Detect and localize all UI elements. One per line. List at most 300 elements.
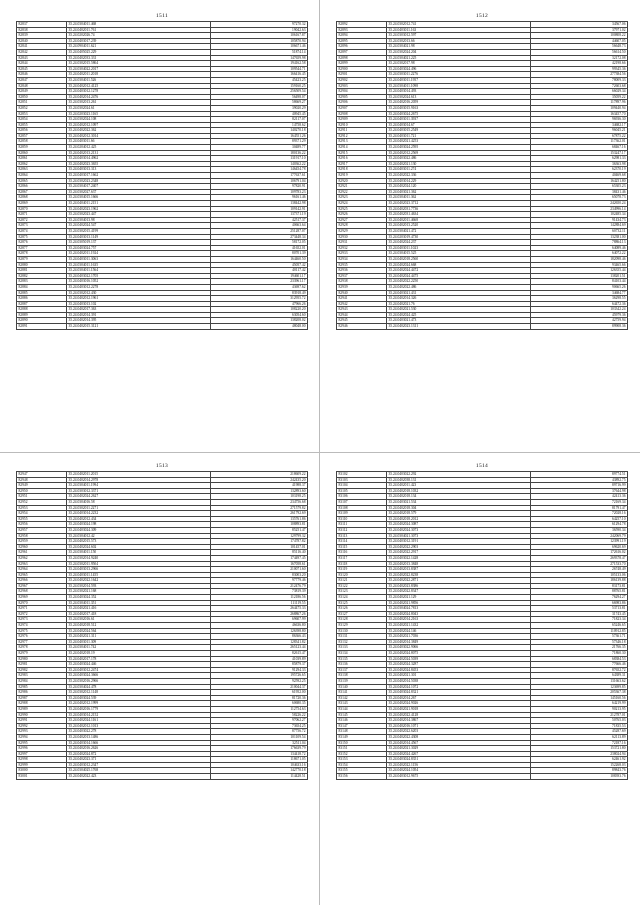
value-cell: 50765.03	[531, 718, 628, 724]
value-cell: 88765.81	[531, 589, 628, 595]
row-number-cell: 82857	[17, 133, 67, 139]
value-cell: 145160.56	[531, 695, 628, 701]
value-cell: 56648.73	[531, 44, 628, 50]
value-cell: 35059.22	[531, 94, 628, 100]
cadastral-number-cell: 35.24.0403011.274	[387, 167, 531, 173]
cadastral-number-cell: 35.24.0403012.9675	[387, 774, 531, 780]
cadastral-number-cell: 35.24.0403024.539	[67, 695, 211, 701]
row-number-cell: 82851	[17, 100, 67, 106]
value-cell: 212476.79	[211, 583, 308, 589]
cadastral-number-cell: 35.24.0302023.447	[67, 212, 211, 218]
cadastral-number-cell: 35.24.0402022.6203	[387, 729, 531, 735]
row-number-cell: 82976	[17, 634, 67, 640]
cadastral-number-cell: 35.24.0304011.1564	[67, 268, 211, 274]
value-cell: 147659.98	[211, 55, 308, 61]
cadastral-number-cell: 35.24.0402024.237	[387, 240, 531, 246]
row-number-cell: 82868	[17, 195, 67, 201]
row-number-cell: 82961	[17, 550, 67, 556]
cadastral-number-cell: 35.24.0403011.1023	[387, 245, 531, 251]
value-cell: 166416.45	[211, 72, 308, 78]
cadastral-number-cell: 35.24.0403024.446	[67, 662, 211, 668]
row-number-cell: 82893	[337, 27, 387, 33]
cadastral-number-cell: 35.24.0403024.3666	[67, 673, 211, 679]
cadastral-number-cell: 35.24.0402023.1962	[67, 206, 211, 212]
value-cell: 123991.19	[531, 539, 628, 545]
cadastral-number-cell: 35.24.0403016.1052	[67, 279, 211, 285]
value-cell: 91434.73	[531, 217, 628, 223]
cadastral-number-cell: 35.24.0402017.363	[67, 307, 211, 313]
value-cell: 46636.80	[211, 623, 308, 629]
cadastral-number-cell: 35.24.0403012.2278	[67, 284, 211, 290]
row-number-cell: 82934	[337, 256, 387, 262]
value-cell: 37644.98	[531, 488, 628, 494]
cadastral-number-cell: 35.24.0402024.8453	[387, 667, 531, 673]
row-number-cell: 82973	[17, 617, 67, 623]
row-number-cell: 83001	[17, 774, 67, 780]
row-number-cell: 82848	[17, 83, 67, 89]
value-cell: 45979.36	[531, 312, 628, 318]
value-cell: 108393.76	[531, 774, 628, 780]
cadastral-number-cell: 35.24.0402038.131	[387, 477, 531, 483]
row-number-cell: 82974	[17, 623, 67, 629]
row-number-cell: 82959	[17, 539, 67, 545]
cadastral-number-cell: 35.24.0402014.2978	[67, 477, 211, 483]
row-number-cell: 82930	[337, 234, 387, 240]
value-cell: 118671.05	[211, 757, 308, 763]
row-number-cell: 82935	[337, 262, 387, 268]
value-cell: 271579.82	[211, 505, 308, 511]
cadastral-number-cell: 35.24.0304011.526	[67, 77, 211, 83]
cadastral-number-cell: 35.24.0402017.178	[67, 656, 211, 662]
cadastral-number-cell: 35.24.0402021.301	[387, 673, 531, 679]
row-number-cell: 82865	[17, 178, 67, 184]
value-cell: 73654.25	[211, 723, 308, 729]
row-number-cell: 83110	[337, 516, 387, 522]
value-cell: 43892.75	[531, 477, 628, 483]
cadastral-number-cell: 35.24.0302024.61	[67, 105, 211, 111]
row-number-cell: 82909	[337, 117, 387, 123]
value-cell: 269378.47	[531, 555, 628, 561]
cadastral-number-cell: 35.24.0302012.741	[387, 22, 531, 28]
value-cell: 44607.05	[531, 38, 628, 44]
row-number-cell: 82911	[337, 128, 387, 134]
row-number-cell: 82888	[17, 307, 67, 313]
cadastral-number-cell: 35.24.0402021.129	[387, 595, 531, 601]
value-cell: 83003.20	[211, 572, 308, 578]
row-number-cell: 83118	[337, 561, 387, 567]
row-number-cell: 83131	[337, 634, 387, 640]
value-cell: 80701.39	[211, 251, 308, 257]
row-number-cell: 82896	[337, 44, 387, 50]
cadastral-number-cell: 35.24.0402011.4668	[387, 217, 531, 223]
cadastral-number-cell: 35.24.0304011.742	[67, 645, 211, 651]
value-cell: 64072.22	[531, 251, 628, 257]
row-number-cell: 82892	[337, 22, 387, 28]
row-number-cell: 82913	[337, 139, 387, 145]
cadastral-number-cell: 35.24.0304011.1635	[67, 262, 211, 268]
value-cell: 89774.51	[531, 472, 628, 478]
value-cell: 85879.37	[211, 662, 308, 668]
value-cell: 47966.26	[211, 301, 308, 307]
value-cell: 131663.62	[531, 678, 628, 684]
cadastral-number-cell: 35.24.0402022.1156	[387, 762, 531, 768]
cadastral-number-cell: 35.24.0402011.1924	[67, 251, 211, 257]
cadastral-number-cell: 35.24.0402011.423	[387, 483, 531, 489]
row-number-cell: 82927	[337, 217, 387, 223]
cadastral-number-cell: 35.24.0402033.331	[67, 55, 211, 61]
row-number-cell: 83105	[337, 488, 387, 494]
row-number-cell: 82860	[17, 150, 67, 156]
value-cell: 65305.23	[531, 184, 628, 190]
cadastral-number-cell: 35.24.0402022.1642	[67, 578, 211, 584]
value-cell: 21766.35	[531, 645, 628, 651]
cadastral-number-cell: 35.24.0403024.309	[67, 527, 211, 533]
value-cell: 56614.50	[531, 49, 628, 55]
row-number-cell: 82899	[337, 61, 387, 67]
value-cell: 71823.34	[531, 617, 628, 623]
cadastral-number-cell: 35.24.0402014.395	[67, 318, 211, 324]
table-row	[17, 774, 308, 780]
value-cell: 109783.23	[211, 189, 308, 195]
cadastral-number-cell: 35.24.0402024.547	[67, 223, 211, 229]
row-number-cell: 83136	[337, 662, 387, 668]
cadastral-number-cell: 35.24.0403024.198	[67, 522, 211, 528]
value-cell: 65078.73	[531, 195, 628, 201]
cadastral-number-cell: 35.24.0402018.2012	[387, 516, 531, 522]
cadastral-number-cell: 35.24.0403014.2152	[67, 712, 211, 718]
row-number-cell: 83152	[337, 751, 387, 757]
value-cell: 126398.80	[211, 628, 308, 634]
cadastral-number-cell: 35.24.0403012.2474	[67, 667, 211, 673]
row-number-cell: 83119	[337, 567, 387, 573]
row-number-cell: 82963	[17, 561, 67, 567]
value-cell: 89843.76	[531, 768, 628, 774]
value-cell: 106167.87	[211, 33, 308, 39]
value-cell: 132381.00	[531, 234, 628, 240]
value-cell: 77666.46	[531, 662, 628, 668]
cadastral-number-cell: 35.24.0403022.9066	[387, 645, 531, 651]
cadastral-number-cell: 35.24.0402022.2917	[387, 550, 531, 556]
row-number-cell: 82947	[17, 472, 67, 478]
value-cell: 56498.07	[211, 94, 308, 100]
row-number-cell: 82858	[17, 139, 67, 145]
row-number-cell: 82965	[17, 572, 67, 578]
value-cell: 32172.08	[531, 55, 628, 61]
value-cell: 126355.44	[531, 268, 628, 274]
value-cell: 41652.01	[211, 245, 308, 251]
cadastral-number-cell: 35.24.0402022.8347	[387, 589, 531, 595]
value-cell: 83918.49	[211, 290, 308, 296]
value-cell: 64472.36	[531, 301, 628, 307]
cadastral-number-cell: 35.24.0402022.2250	[387, 279, 531, 285]
cadastral-number-cell: 35.24.0402024.4472	[387, 268, 531, 274]
cadastral-number-cell: 35.24.0402024.872	[67, 751, 211, 757]
row-number-cell: 83120	[337, 572, 387, 578]
cadastral-number-cell: 35.24.0402014.2163	[387, 617, 531, 623]
row-number-cell: 83139	[337, 678, 387, 684]
value-cell: 60680.35	[211, 701, 308, 707]
row-number-cell: 82972	[17, 611, 67, 617]
cadastral-number-cell: 35.24.0302024.108	[67, 117, 211, 123]
row-number-cell: 82945	[337, 318, 387, 324]
value-cell: 123699.85	[531, 684, 628, 690]
row-number-cell: 83146	[337, 718, 387, 724]
value-cell: 45057.42	[211, 262, 308, 268]
cadastral-number-cell: 35.24.0402021.1432	[387, 623, 531, 629]
row-number-cell: 82894	[337, 33, 387, 39]
cadastral-number-cell: 35.24.0304025.1768	[67, 768, 211, 774]
value-cell: 40469.68	[531, 173, 628, 179]
row-number-cell: 82955	[17, 516, 67, 522]
row-number-cell: 82859	[17, 145, 67, 151]
value-cell: 256509.54	[211, 89, 308, 95]
row-number-cell: 82885	[17, 290, 67, 296]
cadastral-number-cell: 35.24.0304016.58	[67, 499, 211, 505]
parcel-table	[336, 21, 628, 330]
row-number-cell: 83141	[337, 690, 387, 696]
row-number-cell: 82869	[17, 201, 67, 207]
cadastral-number-cell: 35.24.0203023.1165	[67, 111, 211, 117]
row-number-cell: 82883	[17, 279, 67, 285]
value-cell: 114428.51	[211, 774, 308, 780]
cadastral-number-cell: 35.24.0304012.42	[67, 533, 211, 539]
row-number-cell: 82889	[17, 312, 67, 318]
cadastral-number-cell: 35.24.0403022.1705	[67, 273, 211, 279]
cadastral-number-cell: 35.24.0402024.4475	[387, 273, 531, 279]
row-number-cell: 82996	[17, 746, 67, 752]
page-number: 1511	[156, 13, 168, 19]
row-number-cell: 82908	[337, 111, 387, 117]
row-number-cell: 82942	[337, 301, 387, 307]
row-number-cell: 83124	[337, 595, 387, 601]
value-cell: 31743.45	[531, 611, 628, 617]
value-cell: 14758.62	[211, 122, 308, 128]
value-cell: 42517.37	[211, 217, 308, 223]
value-cell: 112754.63	[211, 706, 308, 712]
row-number-cell: 82985	[17, 684, 67, 690]
row-number-cell: 82932	[337, 245, 387, 251]
row-number-cell: 82966	[17, 578, 67, 584]
row-number-cell: 83137	[337, 667, 387, 673]
value-cell: 182098.46	[531, 256, 628, 262]
value-cell: 105133.06	[531, 572, 628, 578]
value-cell: 106671.46	[211, 44, 308, 50]
row-number-cell: 82847	[17, 77, 67, 83]
value-cell: 140362.22	[211, 161, 308, 167]
cadastral-number-cell: 35.24.0403014.493	[387, 89, 531, 95]
row-number-cell: 82971	[17, 606, 67, 612]
value-cell: 53713.81	[531, 606, 628, 612]
value-cell: 140270.18	[211, 128, 308, 134]
row-number-cell: 83155	[337, 768, 387, 774]
value-cell: 106791.04	[211, 178, 308, 184]
row-number-cell: 82991	[17, 718, 67, 724]
row-number-cell: 83149	[337, 734, 387, 740]
cadastral-number-cell: 35.24.0402024.602	[67, 544, 211, 550]
value-cell: 167058.61	[211, 561, 308, 567]
value-cell: 172616.02	[531, 550, 628, 556]
row-number-cell: 83114	[337, 539, 387, 545]
value-cell: 142770.18	[211, 768, 308, 774]
cadastral-number-cell: 35.24.0402022.336	[387, 173, 531, 179]
cadastral-number-cell: 35.24.0402024.8043	[387, 611, 531, 617]
value-cell: 251287.07	[211, 228, 308, 234]
cadastral-number-cell: 35.24.0402018.304	[387, 505, 531, 511]
value-cell: 72603.68	[531, 83, 628, 89]
cadastral-number-cell: 35.24.0402016.2059	[387, 100, 531, 106]
value-cell: 265123.44	[211, 645, 308, 651]
row-number-cell: 82950	[17, 488, 67, 494]
value-cell: 86366.43	[211, 634, 308, 640]
row-number-cell: 82850	[17, 94, 67, 100]
value-cell: 87756.72	[211, 729, 308, 735]
value-cell: 65246.65	[531, 623, 628, 629]
value-cell: 37971.02	[531, 27, 628, 33]
value-cell: 34684.77	[531, 290, 628, 296]
row-number-cell: 82987	[17, 695, 67, 701]
row-number-cell: 82944	[337, 312, 387, 318]
cadastral-number-cell: 35.24.0402022.8238	[387, 572, 531, 578]
row-number-cell: 82878	[17, 251, 67, 257]
row-number-cell: 83113	[337, 533, 387, 539]
row-number-cell: 82988	[17, 701, 67, 707]
cadastral-number-cell: 35.24.0402013.8387	[387, 567, 531, 573]
value-cell: 128341.82	[211, 639, 308, 645]
cadastral-number-cell: 35.24.0302017.98	[387, 61, 531, 67]
value-cell: 64389.31	[531, 673, 628, 679]
value-cell: 176639.79	[211, 746, 308, 752]
row-number-cell: 83125	[337, 600, 387, 606]
row-number-cell: 82952	[17, 499, 67, 505]
value-cell: 62370.19	[531, 167, 628, 173]
row-number-cell: 82998	[17, 757, 67, 763]
row-number-cell: 82918	[337, 167, 387, 173]
row-number-cell: 82842	[17, 49, 67, 55]
row-number-cell: 82887	[17, 301, 67, 307]
cadastral-number-cell: 35.24.0302012.430	[67, 290, 211, 296]
row-number-cell: 83130	[337, 628, 387, 634]
cadastral-number-cell: 35.24.0405025.229	[67, 49, 211, 55]
cadastral-number-cell: 35.24.0402012.1961	[67, 296, 211, 302]
value-cell: 63054.60	[211, 312, 308, 318]
row-number-cell: 82984	[17, 678, 67, 684]
row-number-cell: 82982	[17, 667, 67, 673]
table-row	[17, 324, 308, 330]
row-number-cell: 82843	[17, 55, 67, 61]
horizontal-page-divider	[0, 452, 640, 453]
value-cell: 97270.32	[211, 22, 308, 28]
cadastral-number-cell: 35.24.0402012.4125	[67, 83, 211, 89]
value-cell: 110912.85	[531, 628, 628, 634]
row-number-cell: 82849	[17, 89, 67, 95]
cadastral-number-cell: 35.24.0402014.267	[387, 695, 531, 701]
cadastral-number-cell: 35.24.0403022.292	[387, 472, 531, 478]
value-cell: 102485.34	[531, 212, 628, 218]
cadastral-number-cell: 35.24.0402021.530	[387, 307, 531, 313]
row-number-cell: 82886	[17, 296, 67, 302]
cadastral-number-cell: 35.24.0402022.423	[67, 774, 211, 780]
value-cell: 43697.62	[211, 284, 308, 290]
row-number-cell: 82881	[17, 268, 67, 274]
value-cell: 195726.65	[211, 673, 308, 679]
row-number-cell: 82877	[17, 245, 67, 251]
row-number-cell: 82862	[17, 161, 67, 167]
value-cell: 90665.26	[531, 284, 628, 290]
table-row	[337, 324, 628, 330]
value-cell: 83173.81	[531, 583, 628, 589]
cadastral-number-cell: 35.24.0402023.3712	[387, 201, 531, 207]
row-number-cell: 82915	[337, 150, 387, 156]
row-number-cell: 82994	[17, 734, 67, 740]
row-number-cell: 82914	[337, 145, 387, 151]
value-cell: 142884.69	[531, 223, 628, 229]
cadastral-number-cell: 35.24.0202026.74	[67, 33, 211, 39]
cadastral-number-cell: 35.24.0303012.3371	[67, 488, 211, 494]
row-number-cell: 82882	[17, 273, 67, 279]
value-cell: 97062.27	[211, 718, 308, 724]
value-cell: 40117.42	[211, 268, 308, 274]
row-number-cell: 83122	[337, 583, 387, 589]
value-cell: 61952.00	[211, 690, 308, 696]
row-number-cell: 82990	[17, 712, 67, 718]
value-cell: 93465.66	[531, 262, 628, 268]
cadastral-number-cell: 35.24.0304017.2407	[67, 184, 211, 190]
row-number-cell: 82879	[17, 256, 67, 262]
cadastral-number-cell: 35.24.0402021.7036	[387, 634, 531, 640]
cadastral-number-cell: 35.24.0402012.434	[67, 516, 211, 522]
row-number-cell: 83109	[337, 511, 387, 517]
value-cell: 45287.69	[531, 729, 628, 735]
value-cell: 89371.29	[211, 139, 308, 145]
row-number-cell: 82863	[17, 167, 67, 173]
cadastral-number-cell: 35.24.0302014.593	[67, 583, 211, 589]
cadastral-number-cell: 35.24.0402024.8075	[387, 651, 531, 657]
cadastral-number-cell: 35.24.0402024.425	[387, 312, 531, 318]
row-number-cell: 83112	[337, 527, 387, 533]
value-cell: 273448.34	[211, 234, 308, 240]
row-number-cell: 82906	[337, 100, 387, 106]
page-number: 1513	[155, 463, 169, 469]
row-number-cell: 82874	[17, 228, 67, 234]
row-number-cell: 82902	[337, 77, 387, 83]
row-number-cell: 83107	[337, 499, 387, 505]
value-cell: 45423.25	[211, 77, 308, 83]
cadastral-number-cell: 35.24.0402014.4567	[387, 740, 531, 746]
cadastral-number-cell: 35.24.0904011.621	[67, 44, 211, 50]
row-number-cell: 82924	[337, 201, 387, 207]
value-cell: 42198.66	[531, 61, 628, 67]
row-number-cell: 82964	[17, 567, 67, 573]
cadastral-number-cell: 35.24.0402021.4253	[387, 139, 531, 145]
value-cell: 194601.17	[211, 273, 308, 279]
value-cell: 242069.79	[531, 533, 628, 539]
value-cell: 84103.44	[531, 279, 628, 285]
parcel-table	[16, 471, 308, 780]
value-cell: 210071.60	[211, 567, 308, 573]
row-number-cell: 83135	[337, 656, 387, 662]
row-number-cell: 82970	[17, 600, 67, 606]
value-cell: 138208.02	[211, 318, 308, 324]
cadastral-number-cell: 35.24.0403024.2595	[387, 145, 531, 151]
cadastral-number-cell: 35.24.0402021.3029	[387, 746, 531, 752]
row-number-cell: 82890	[17, 318, 67, 324]
cadastral-number-cell: 35.24.0304021.3073	[387, 533, 531, 539]
value-cell: 180136.22	[211, 150, 308, 156]
row-number-cell: 82957	[17, 527, 67, 533]
value-cell: 261792.69	[211, 511, 308, 517]
page-block-1513	[16, 462, 308, 780]
row-number-cell: 82941	[337, 296, 387, 302]
